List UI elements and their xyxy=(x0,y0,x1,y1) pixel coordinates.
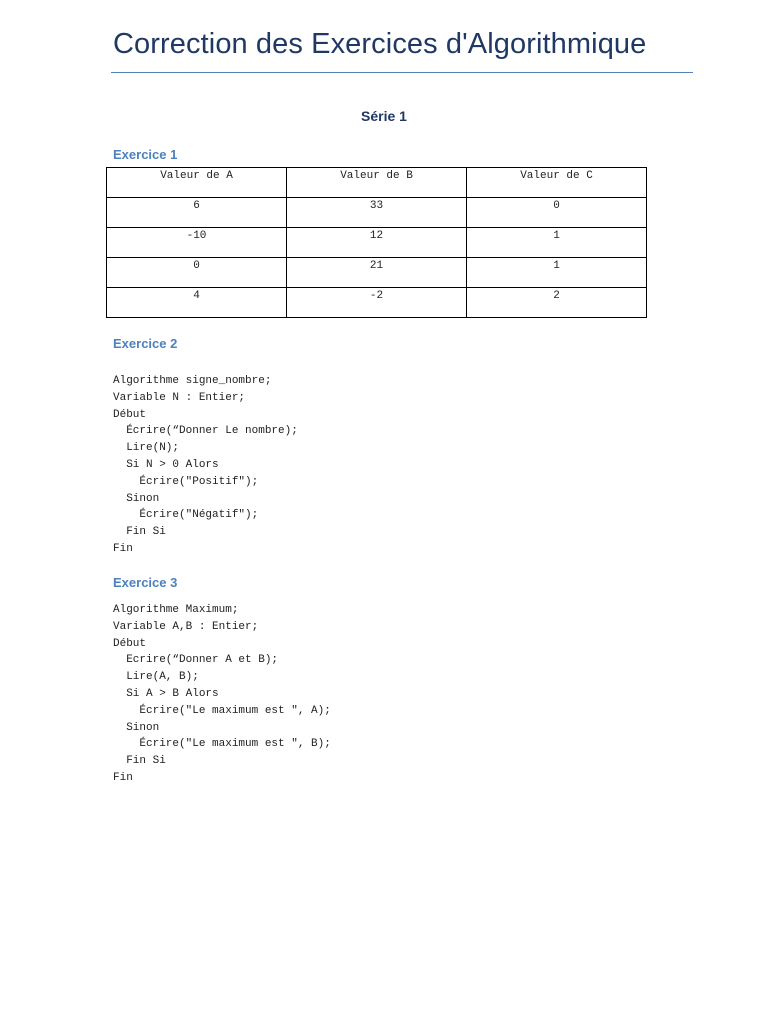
table-cell: 1 xyxy=(467,258,647,288)
code-line: Début xyxy=(113,637,147,650)
table-cell: 0 xyxy=(467,198,647,228)
code-line: Variable N : Entier; xyxy=(113,391,246,404)
code-line: Écrire("Négatif"); xyxy=(113,509,259,522)
code-line: Lire(A, B); xyxy=(113,671,199,684)
code-line: Fin xyxy=(113,542,133,555)
exercise-3-code xyxy=(113,602,331,787)
code-line: Écrire("Le maximum est ", B); xyxy=(113,738,331,751)
code-line: Fin xyxy=(113,771,133,784)
table-cell: 0 xyxy=(107,258,287,288)
exercise-3-heading: Exercice 3 xyxy=(113,575,178,590)
code-line: Algorithme Maximum; xyxy=(113,604,239,616)
code-line: Algorithme signe_nombre; xyxy=(113,375,272,387)
code-line: Lire(N); xyxy=(113,442,180,455)
column-header-c: Valeur de C xyxy=(467,168,647,198)
table-header-row xyxy=(107,168,647,198)
code-line: Écrire(“Donner Le nombre); xyxy=(113,425,298,438)
code-line: Sinon xyxy=(113,492,160,505)
code-line: Si A > B Alors xyxy=(113,687,219,700)
exercise-2-heading: Exercice 2 xyxy=(113,336,178,351)
section-title: Série 1 xyxy=(361,108,407,124)
title-underline xyxy=(111,72,693,73)
code-line: Sinon xyxy=(113,721,160,734)
code-line: Début xyxy=(113,408,147,421)
table-cell: 6 xyxy=(107,198,287,228)
code-line: Si N > 0 Alors xyxy=(113,458,219,471)
code-line: Fin Si xyxy=(113,755,166,768)
code-line: Variable A,B : Entier; xyxy=(113,620,259,633)
table-row xyxy=(107,198,647,228)
page-title: Correction des Exercices d'Algorithmique xyxy=(113,28,647,60)
table-cell: 33 xyxy=(287,198,467,228)
table-cell: 12 xyxy=(287,228,467,258)
table-row xyxy=(107,288,647,318)
column-header-b: Valeur de B xyxy=(287,168,467,198)
table-row xyxy=(107,228,647,258)
table-cell: -10 xyxy=(107,228,287,258)
exercise-1-heading: Exercice 1 xyxy=(113,147,178,162)
table-row xyxy=(107,258,647,288)
table-cell: 2 xyxy=(467,288,647,318)
table-cell: -2 xyxy=(287,288,467,318)
table-cell: 4 xyxy=(107,288,287,318)
exercise-2-code xyxy=(113,373,298,558)
code-line: Écrire("Positif"); xyxy=(113,475,259,488)
code-line: Fin Si xyxy=(113,526,166,539)
code-line: Ecrire(“Donner A et B); xyxy=(113,654,279,667)
column-header-a: Valeur de A xyxy=(107,168,287,198)
table-cell: 1 xyxy=(467,228,647,258)
code-line: Écrire("Le maximum est ", A); xyxy=(113,704,331,717)
table-cell: 21 xyxy=(287,258,467,288)
exercise-1-table xyxy=(106,167,647,318)
